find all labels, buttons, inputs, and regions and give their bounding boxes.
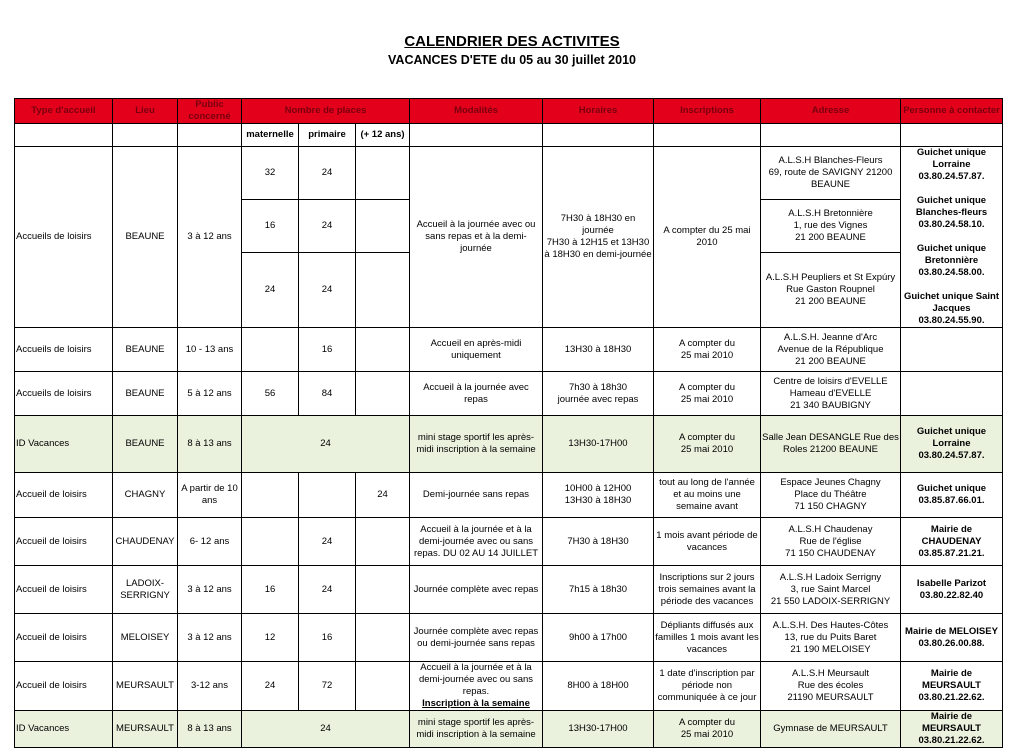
cell-inscriptions: tout au long de l'année et au moins une semaine avant — [654, 473, 761, 518]
cell-contact: Guichet unique 03.85.87.66.01. — [901, 473, 1003, 518]
cell-type: Accueil de loisirs — [15, 473, 113, 518]
cell-adresse: Salle Jean DESANGLE Rue des Roles 21200 BEAUNE — [761, 416, 901, 473]
col-header-inscriptions: Inscriptions — [654, 99, 761, 124]
col-header-lieu: Lieu — [113, 99, 178, 124]
table-row — [15, 518, 1003, 566]
cell-horaires: 13H30-17H00 — [543, 711, 654, 748]
table-row — [15, 614, 1003, 662]
cell-public: 3 à 12 ans — [178, 614, 242, 662]
cell-inscriptions: 1 mois avant période de vacances — [654, 518, 761, 566]
page-subtitle: VACANCES D'ETE du 05 au 30 juillet 2010 — [388, 53, 636, 67]
cell-maternelle: 32 — [242, 147, 299, 200]
cell-plus12 — [356, 566, 410, 614]
cell-public: 5 à 12 ans — [178, 372, 242, 416]
table-row — [15, 662, 1003, 711]
cell-inscriptions: 1 date d'inscription par période non communiquée à ce jour — [654, 662, 761, 711]
cell-plus12 — [356, 328, 410, 372]
cell-contact: Mairie de MEURSAULT 03.80.21.22.62. — [901, 662, 1003, 711]
cell-primaire — [299, 473, 356, 518]
cell-lieu: BEAUNE — [113, 372, 178, 416]
page-header — [0, 32, 1024, 69]
cell-plus12 — [356, 372, 410, 416]
cell-primaire: 24 — [299, 253, 356, 328]
cell-public: 3 à 12 ans — [178, 147, 242, 328]
cell-contact: Guichet unique Lorraine 03.80.24.57.87. Guichet unique Blanches-fleurs 03.80.24.58.10. Guichet unique Bretonnière 03.80.24.58.00. Guichet unique Saint Jacques 03.80.24.55.90. — [901, 147, 1003, 328]
cell-maternelle: 24 — [242, 662, 299, 711]
cell-horaires: 9h00 à 17h00 — [543, 614, 654, 662]
cell-contact: Isabelle Parizot 03.80.22.82.40 — [901, 566, 1003, 614]
cell-modalites: Accueil à la journée avec ou sans repas et à la demi-journée — [410, 147, 543, 328]
col-header-places: Nombre de places — [242, 99, 410, 124]
table-row — [15, 372, 1003, 416]
cell-type: Accueil de loisirs — [15, 518, 113, 566]
cell-maternelle: 16 — [242, 200, 299, 253]
cell-adresse: A.L.S.H Chaudenay Rue de l'église 71 150 CHAUDENAY — [761, 518, 901, 566]
cell-adresse: A.L.S.H. Des Hautes-Côtes 13, rue du Puits Baret 21 190 MELOISEY — [761, 614, 901, 662]
page-title: CALENDRIER DES ACTIVITES — [404, 33, 620, 50]
col-header-modalites: Modalités — [410, 99, 543, 124]
cell-primaire: 24 — [299, 147, 356, 200]
col-header-horaires: Horaires — [543, 99, 654, 124]
cell-modalites: Journée complète avec repas ou demi-journée sans repas — [410, 614, 543, 662]
cell-type: Accueil de loisirs — [15, 662, 113, 711]
cell-primaire: 84 — [299, 372, 356, 416]
cell-modalites: Journée complète avec repas — [410, 566, 543, 614]
cell-adresse: A.L.S.H Ladoix Serrigny 3, rue Saint Marcel 21 550 LADOIX-SERRIGNY — [761, 566, 901, 614]
cell-adresse: A.L.S.H Bretonnière 1, rue des Vignes 21 200 BEAUNE — [761, 200, 901, 253]
col-header-public: Public concerné — [178, 99, 242, 124]
cell-contact — [901, 372, 1003, 416]
cell-contact: Mairie de CHAUDENAY 03.85.87.21.21. — [901, 518, 1003, 566]
table-row — [15, 473, 1003, 518]
cell-maternelle: 12 — [242, 614, 299, 662]
header-row — [15, 99, 1003, 124]
cell-type: Accueils de loisirs — [15, 372, 113, 416]
cell-inscriptions: Inscriptions sur 2 jours trois semaines avant la période des vacances — [654, 566, 761, 614]
cell-lieu: LADOIX-SERRIGNY — [113, 566, 178, 614]
cell-horaires: 7H30 à 18H30 — [543, 518, 654, 566]
col-header-contact: Personne à contacter — [901, 99, 1003, 124]
cell-horaires: 13H30-17H00 — [543, 416, 654, 473]
cell-contact — [901, 328, 1003, 372]
table-row — [15, 147, 1003, 200]
cell-type: ID Vacances — [15, 416, 113, 473]
cell-inscriptions: A compter du 25 mai 2010 — [654, 416, 761, 473]
subheader-row — [15, 124, 1003, 147]
cell-lieu: BEAUNE — [113, 147, 178, 328]
cell-modalites: mini stage sportif les après-midi inscription à la semaine — [410, 416, 543, 473]
cell-lieu: CHAUDENAY — [113, 518, 178, 566]
cell-contact: Guichet unique Lorraine 03.80.24.57.87. — [901, 416, 1003, 473]
cell-primaire: 72 — [299, 662, 356, 711]
cell-type: Accueil de loisirs — [15, 566, 113, 614]
cell-modalites: Accueil à la journée avec repas — [410, 372, 543, 416]
cell-lieu: BEAUNE — [113, 416, 178, 473]
cell-plus12 — [356, 662, 410, 711]
col-header-adresse: Adresse — [761, 99, 901, 124]
cell-type: Accueils de loisirs — [15, 328, 113, 372]
cell-horaires: 7h15 à 18h30 — [543, 566, 654, 614]
cell-primaire: 16 — [299, 614, 356, 662]
cell-type: Accueils de loisirs — [15, 147, 113, 328]
cell-maternelle — [242, 518, 299, 566]
cell-maternelle: 24 — [242, 253, 299, 328]
cell-maternelle: 56 — [242, 372, 299, 416]
cell-public: 8 à 13 ans — [178, 416, 242, 473]
cell-adresse: A.L.S.H Meursault Rue des écoles 21190 MEURSAULT — [761, 662, 901, 711]
table-row — [15, 416, 1003, 473]
col-header-type: Type d'accueil — [15, 99, 113, 124]
cell-modalites: Accueil à la journée et à la demi-journée avec ou sans repas. DU 02 AU 14 JUILLET — [410, 518, 543, 566]
cell-modalites: mini stage sportif les après-midi inscription à la semaine — [410, 711, 543, 748]
cell-horaires: 7h30 à 18h30 journée avec repas — [543, 372, 654, 416]
cell-plus12 — [356, 614, 410, 662]
subheader-plus12: (+ 12 ans) — [356, 124, 410, 147]
cell-horaires: 7H30 à 18H30 en journée 7H30 à 12H15 et 13H30 à 18H30 en demi-journée — [543, 147, 654, 328]
cell-inscriptions: Dépliants diffusés aux familles 1 mois avant les vacances — [654, 614, 761, 662]
cell-lieu: CHAGNY — [113, 473, 178, 518]
cell-modalites: Demi-journée sans repas — [410, 473, 543, 518]
table-row — [15, 328, 1003, 372]
cell-horaires: 8H00 à 18H00 — [543, 662, 654, 711]
cell-horaires: 13H30 à 18H30 — [543, 328, 654, 372]
cell-modalites: Accueil en après-midi uniquement — [410, 328, 543, 372]
table-row — [15, 711, 1003, 748]
cell-horaires: 10H00 à 12H00 13H30 à 18H30 — [543, 473, 654, 518]
cell-contact: Mairie de MEURSAULT 03.80.21.22.62. — [901, 711, 1003, 748]
cell-adresse: A.L.S.H. Jeanne d'Arc Avenue de la République 21 200 BEAUNE — [761, 328, 901, 372]
cell-adresse: A.L.S.H Blanches-Fleurs 69, route de SAVIGNY 21200 BEAUNE — [761, 147, 901, 200]
cell-public: A partir de 10 ans — [178, 473, 242, 518]
cell-plus12 — [356, 518, 410, 566]
cell-public: 10 - 13 ans — [178, 328, 242, 372]
cell-inscriptions: A compter du 25 mai 2010 — [654, 328, 761, 372]
cell-modalites — [410, 662, 543, 711]
modalites-note: Inscription à la semaine — [422, 698, 530, 709]
cell-type: Accueil de loisirs — [15, 614, 113, 662]
cell-public: 8 à 13 ans — [178, 711, 242, 748]
cell-inscriptions: A compter du 25 mai 2010 — [654, 372, 761, 416]
modalites-text: Accueil à la journée et à la demi-journée avec ou sans repas. — [418, 662, 534, 697]
cell-public: 3 à 12 ans — [178, 566, 242, 614]
cell-adresse: A.L.S.H Peupliers et St Expúry Rue Gaston Roupnel 21 200 BEAUNE — [761, 253, 901, 328]
cell-contact: Mairie de MELOISEY 03.80.26.00.88. — [901, 614, 1003, 662]
cell-lieu: MELOISEY — [113, 614, 178, 662]
cell-primaire: 24 — [299, 566, 356, 614]
cell-primaire: 24 — [299, 200, 356, 253]
subheader-primaire: primaire — [299, 124, 356, 147]
cell-plus12: 24 — [356, 473, 410, 518]
cell-maternelle — [242, 473, 299, 518]
cell-adresse: Gymnase de MEURSAULT — [761, 711, 901, 748]
cell-lieu: MEURSAULT — [113, 711, 178, 748]
cell-public: 6- 12 ans — [178, 518, 242, 566]
cell-lieu: MEURSAULT — [113, 662, 178, 711]
cell-places: 24 — [242, 711, 410, 748]
activities-table — [14, 98, 1003, 748]
cell-adresse: Centre de loisirs d'EVELLE Hameau d'EVELLE 21 340 BAUBIGNY — [761, 372, 901, 416]
cell-maternelle: 16 — [242, 566, 299, 614]
cell-adresse: Espace Jeunes Chagny Place du Théâtre 71 150 CHAGNY — [761, 473, 901, 518]
cell-primaire: 24 — [299, 518, 356, 566]
cell-places: 24 — [242, 416, 410, 473]
table-row — [15, 566, 1003, 614]
cell-type: ID Vacances — [15, 711, 113, 748]
subheader-maternelle: maternelle — [242, 124, 299, 147]
cell-maternelle — [242, 328, 299, 372]
cell-public: 3-12 ans — [178, 662, 242, 711]
cell-primaire: 16 — [299, 328, 356, 372]
cell-inscriptions: A compter du 25 mai 2010 — [654, 711, 761, 748]
cell-lieu: BEAUNE — [113, 328, 178, 372]
cell-inscriptions: A compter du 25 mai 2010 — [654, 147, 761, 328]
